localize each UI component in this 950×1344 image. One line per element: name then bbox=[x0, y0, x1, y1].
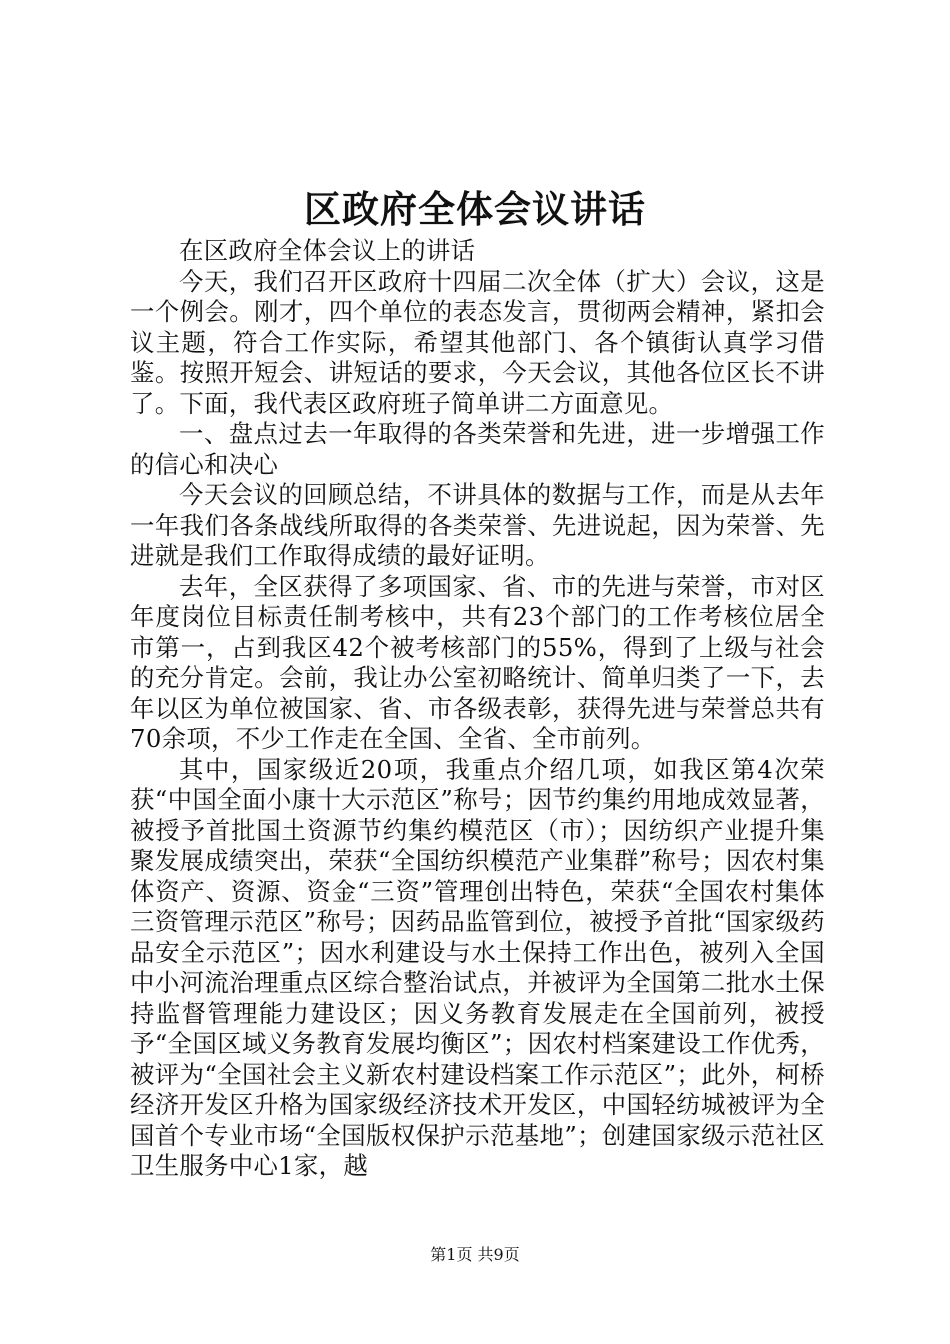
paragraph-national-honors: 其中，国家级近20项，我重点介绍几项，如我区第4次荣获“中国全面小康十大示范区”称号；因节约集约用地成效显著，被授予首批国土资源节约集约模范区（市）；因纺织产业提升集聚发展成绩突出，荣获“全国纺织模范产业集群”称号；因农村集体资产、资源、资金“三资”管理创出特色，荣获“全国农村集体三资管理示范区”称号；因药品监管到位，被授予首批“国家级药品安全示范区”；因水利建设与水土保持工作出色，被列入全国中小河流治理重点区综合整治试点，并被评为全国第二批水土保持监督管理能力建设区；因义务教育发展走在全国前列，被授予“全国区域义务教育发展均衡区”；因农村档案建设工作优秀，被评为“全国社会主义新农村建设档案工作示范区”；此外，柯桥经济开发区升格为国家级经济技术开发区，中国轻纺城被评为全国首个专业市场“全国版权保护示范基地”；创建国家级示范社区卫生服务中心1家，越 bbox=[130, 754, 825, 1180]
paragraph-achievements: 去年，全区获得了多项国家、省、市的先进与荣誉，市对区年度岗位目标责任制考核中，共有23个部门的工作考核位居全市第一，占到我区42个被考核部门的55%，得到了上级与社会的充分肯定。会前，我让办公室初略统计、简单归类了一下，去年以区为单位被国家、省、市各级表彰，获得先进与荣誉总共有70余项，不少工作走在全国、全省、全市前列。 bbox=[130, 571, 825, 753]
paragraph-review: 今天会议的回顾总结，不讲具体的数据与工作，而是从去年一年我们各条战线所取得的各类荣誉、先进说起，因为荣誉、先进就是我们工作取得成绩的最好证明。 bbox=[130, 480, 825, 570]
paragraph-opening: 今天，我们召开区政府十四届二次全体（扩大）会议，这是一个例会。刚才，四个单位的表态发言，贯彻两会精神，紧扣会议主题，符合工作实际，希望其他部门、各个镇街认真学习借鉴。按照开短会、讲短话的要求，今天会议，其他各位区长不讲了。下面，我代表区政府班子简单讲二方面意见。 bbox=[130, 266, 825, 418]
paragraph-subtitle: 在区政府全体会议上的讲话 bbox=[179, 236, 476, 265]
page-number-footer: 第1页 共9页 bbox=[430, 1245, 520, 1264]
paragraph-section-heading: 一、盘点过去一年取得的各类荣誉和先进，进一步增强工作的信心和决心 bbox=[130, 419, 825, 479]
document-title: 区政府全体会议讲话 bbox=[304, 187, 646, 231]
document-body bbox=[130, 236, 825, 1182]
